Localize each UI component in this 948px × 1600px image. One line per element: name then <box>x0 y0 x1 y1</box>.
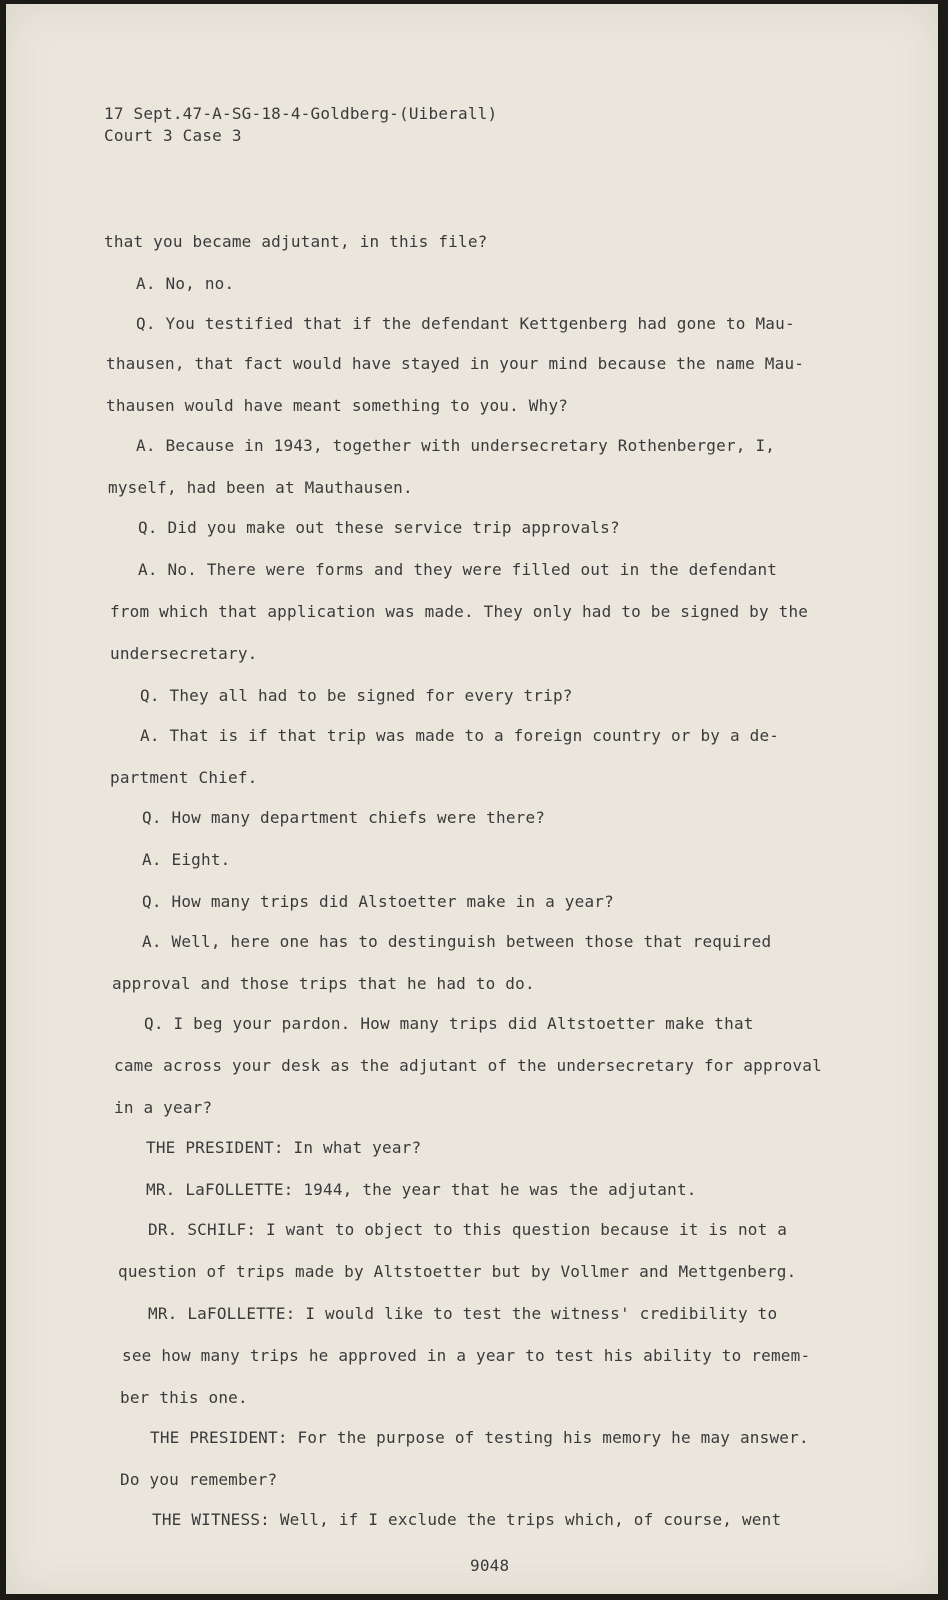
transcript-line: Do you remember? <box>120 1470 278 1489</box>
transcript-line: undersecretary. <box>110 644 258 663</box>
transcript-line: approval and those trips that he had to do. <box>112 974 535 993</box>
transcript-line: ber this one. <box>120 1388 248 1407</box>
transcript-line: THE PRESIDENT: For the purpose of testing his memory he may answer. <box>150 1428 809 1447</box>
transcript-line: DR. SCHILF: I want to object to this question because it is not a <box>148 1220 788 1239</box>
transcript-line: from which that application was made. They only had to be signed by the <box>110 602 809 621</box>
page-number: 9048 <box>470 1556 510 1575</box>
transcript-line: A. Eight. <box>142 850 231 869</box>
transcript-line: THE WITNESS: Well, if I exclude the trips which, of course, went <box>152 1510 782 1529</box>
transcript-line: thausen would have meant something to you. Why? <box>106 396 569 415</box>
transcript-line: partment Chief. <box>110 768 258 787</box>
header-session-line: 17 Sept.47-A-SG-18-4-Goldberg-(Uiberall) <box>104 104 498 123</box>
transcript-line: A. Because in 1943, together with undersecretary Rothenberger, I, <box>136 436 776 455</box>
transcript-line: Q. You testified that if the defendant Kettgenberg had gone to Mau- <box>136 314 795 333</box>
transcript-line: MR. LaFOLLETTE: 1944, the year that he was the adjutant. <box>146 1180 697 1199</box>
transcript-line: thausen, that fact would have stayed in your mind because the name Mau- <box>106 354 805 373</box>
document-page <box>6 4 938 1594</box>
transcript-line: Q. How many department chiefs were there? <box>142 808 546 827</box>
transcript-line: Q. How many trips did Alstoetter make in a year? <box>142 892 614 911</box>
transcript-line: see how many trips he approved in a year to test his ability to remem- <box>122 1346 811 1365</box>
transcript-line: MR. LaFOLLETTE: I would like to test the witness' credibility to <box>148 1304 778 1323</box>
transcript-line: Q. They all had to be signed for every trip? <box>140 686 573 705</box>
document-header <box>104 103 497 147</box>
transcript-line: Q. I beg your pardon. How many trips did Altstoetter make that <box>144 1014 754 1033</box>
transcript-line: A. No, no. <box>136 274 235 293</box>
transcript-line: A. No. There were forms and they were filled out in the defendant <box>138 560 778 579</box>
transcript-line: in a year? <box>114 1098 213 1117</box>
transcript-line: came across your desk as the adjutant of the undersecretary for approval <box>114 1056 822 1075</box>
header-court-line: Court 3 Case 3 <box>104 126 242 145</box>
transcript-line: question of trips made by Altstoetter but by Vollmer and Mettgenberg. <box>118 1262 797 1281</box>
transcript-line: A. That is if that trip was made to a foreign country or by a de- <box>140 726 780 745</box>
transcript-line: that you became adjutant, in this file? <box>104 232 488 251</box>
transcript-line: THE PRESIDENT: In what year? <box>146 1138 422 1157</box>
transcript-line: A. Well, here one has to destinguish between those that required <box>142 932 772 951</box>
transcript-line: myself, had been at Mauthausen. <box>108 478 413 497</box>
transcript-line: Q. Did you make out these service trip approvals? <box>138 518 620 537</box>
